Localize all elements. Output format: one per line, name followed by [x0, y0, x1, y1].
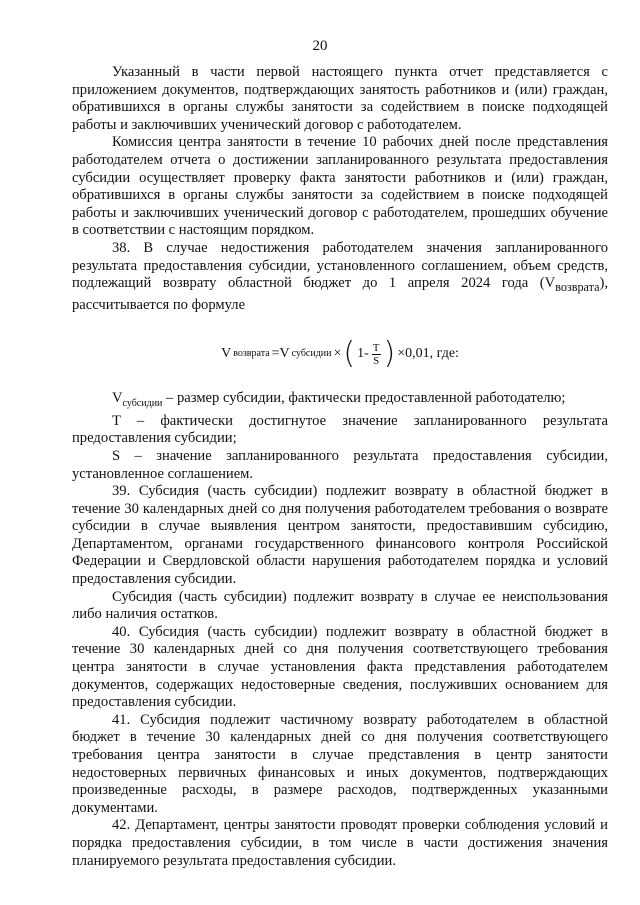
- subscript-vozvrata: возврата: [555, 280, 600, 295]
- paragraph-39: 39. Субсидия (часть субсидии) подлежит возврату в областной бюджет в течение 30 календарных дней со дня получения работодателем требования о возврате субсидии в случае выявления центром занятости, предоставившим субсидию, Департаментом, органами государственного финансового контроля Российской Федерации и Свердловской области нарушения работодателем порядка и условий предоставления субсидии.: [72, 483, 608, 588]
- formula-fraction: [372, 342, 381, 367]
- definition-item: [72, 413, 608, 448]
- formula-times: ×: [333, 346, 342, 362]
- formula-close-paren: ): [383, 336, 396, 372]
- definition-text: – размер субсидии, фактически предоставленной работодателю;: [162, 390, 566, 407]
- definition-text: S – значение запланированного результата предоставления субсидии, установленное соглашением.: [72, 447, 608, 482]
- paragraph-38: [72, 240, 608, 314]
- definition-item: [72, 390, 608, 413]
- paragraph: Комиссия центра занятости в течение 10 рабочих дней после представления работодателем отчета о достижении запланированного результата предоставления субсидии осуществляет проверку факта занятости работников и (или) граждан, обратившихся в органы службы занятости за содействием в поиске подходящей работы и заключивших ученический договор с работодателем, прошедших обучение в соответствии с настоящим порядком.: [72, 134, 608, 239]
- paragraph-38-text: 38. В случае недостижения работодателем значения запланированного результата предоставления субсидии, установленного соглашением, объем средств, подлежащий возврату областной бюджет до 1 апреля 2024 года (V: [72, 239, 608, 292]
- page-number: 20: [312, 38, 328, 54]
- definition-text: T – фактически достигнутое значение запланированного результата предоставления субсидии;: [72, 412, 608, 447]
- paragraph-38-tail: ), рассчитывается по формуле: [72, 275, 608, 313]
- formula-eq: =V: [271, 346, 290, 362]
- formula-denominator: S: [373, 354, 380, 367]
- paragraph: Указанный в части первой настоящего пункта отчет представляется с приложением документов, подтверждающих занятость работников и (или) граждан, обратившихся в органы службы занятости за содействием в поиске подходящей работы и заключивших ученический договор с работодателем.: [72, 64, 608, 133]
- formula-open-paren: (: [343, 336, 356, 372]
- definition-item: [72, 448, 608, 483]
- paragraph: Субсидия (часть субсидии) подлежит возврату в случае ее неиспользования либо наличия остатков.: [72, 588, 608, 623]
- formula-one-minus: 1-: [357, 346, 369, 362]
- formula-numerator: T: [372, 341, 380, 354]
- formula: [72, 334, 608, 374]
- document-body: [72, 64, 608, 870]
- definition-symbol: V: [112, 390, 123, 407]
- formula-sub-subsidy: субсидии: [291, 348, 332, 360]
- formula-v: V: [221, 346, 232, 362]
- definition-subscript: субсидии: [122, 398, 163, 410]
- paragraph-41: 41. Субсидия подлежит частичному возврату работодателем в областной бюджет в течение 30 календарных дней со дня получения соответствующего требования центра занятости в случае представления в центр занятости недостоверных первичных финансовых и иных документов, подтверждающих произведенные расходы, в размере расходов, подтвержденных указанными документами.: [72, 711, 608, 816]
- paragraph-40: 40. Субсидия (часть субсидии) подлежит возврату в областной бюджет в течение 30 календарных дней со дня получения соответствующего требования центра занятости в случае установления факта представления работодателем документов, содержащих недостоверные сведения, послуживших основанием для предоставления субсидии.: [72, 623, 608, 711]
- formula-tail: ×0,01, где:: [397, 346, 459, 362]
- formula-sub-return: возврата: [233, 348, 270, 360]
- paragraph-42: 42. Департамент, центры занятости проводят проверки соблюдения условий и порядка предоставления субсидии, в том числе в части достижения значения планируемого результата предоставления субсидии.: [72, 817, 608, 869]
